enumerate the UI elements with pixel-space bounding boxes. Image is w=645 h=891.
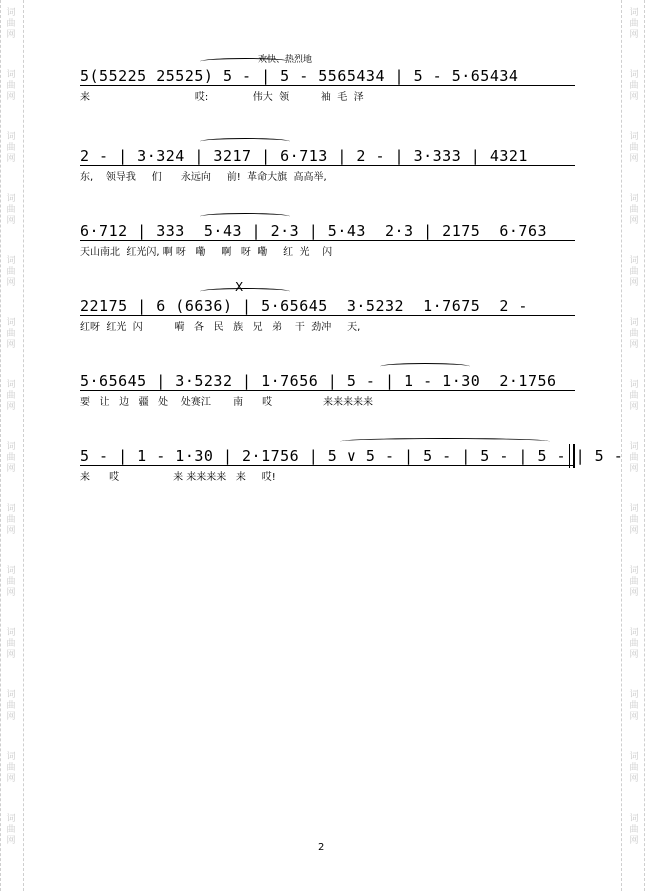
watermark-text: 词 曲 网 xyxy=(6,380,16,412)
slur-mark xyxy=(200,138,290,145)
watermark-text: 词 曲 网 xyxy=(6,814,16,846)
watermark-text: 词 曲 网 xyxy=(629,628,639,660)
watermark-text: 词 曲 网 xyxy=(629,256,639,288)
watermark-text: 词 曲 网 xyxy=(6,690,16,722)
watermark-text: 词 曲 网 xyxy=(629,442,639,474)
beam-line xyxy=(80,240,575,241)
note-line: 5 - | 1 - 1·30 | 2·1756 | 5 ∨ 5 - | 5 - | 5 - | 5 - | 5 - xyxy=(80,447,624,465)
note-line: 2 - | 3·324 | 3217 | 6·713 | 2 - | 3·333 | 4321 xyxy=(80,147,528,165)
note-line: 5·65645 | 3·5232 | 1·7656 | 5 - | 1 - 1·30 2·1756 xyxy=(80,372,557,390)
slur-mark xyxy=(380,363,470,370)
beam-line xyxy=(80,315,575,316)
watermark-text: 词 曲 网 xyxy=(6,318,16,350)
slur-mark xyxy=(340,438,550,445)
watermark-text: 词 曲 网 xyxy=(629,380,639,412)
watermark-text: 词 曲 网 xyxy=(629,504,639,536)
watermark-text: 词 曲 网 xyxy=(629,318,639,350)
lyric-line: 天山南北 红光闪, 啊 呀 嘞 啊 呀 嘞 红 光 闪 xyxy=(80,247,333,258)
slur-mark xyxy=(200,288,290,295)
tempo-marking: 欢快、热烈地 xyxy=(258,55,313,65)
note-line: 6·712 | 333 5·43 | 2·3 | 5·43 2·3 | 2175 6·763 xyxy=(80,222,548,240)
watermark-text: 词 曲 网 xyxy=(6,194,16,226)
note-line: 5(55225 25525) 5 - | 5 - 5565434 | 5 - 5·65434 xyxy=(80,67,519,85)
beam-line xyxy=(80,85,575,86)
watermark-text: 词 曲 网 xyxy=(6,8,16,40)
beam-line xyxy=(80,390,575,391)
watermark-text: 词 曲 网 xyxy=(6,504,16,536)
slur-mark xyxy=(200,213,290,220)
watermark-text: 词 曲 网 xyxy=(629,194,639,226)
watermark-text: 词 曲 网 xyxy=(6,628,16,660)
lyric-line: 红呀 红光 闪 嗬 各 民 族 兄 弟 干 劲冲 天, xyxy=(80,322,361,333)
watermark-text: 词 曲 网 xyxy=(6,752,16,784)
watermark-text: 词 曲 网 xyxy=(629,752,639,784)
watermark-text: 词 曲 网 xyxy=(629,690,639,722)
lyric-line: 来 哎 来 来来来来 来 哎! xyxy=(80,472,276,483)
watermark-text: 词 曲 网 xyxy=(6,132,16,164)
watermark-text: 词 曲 网 xyxy=(6,70,16,102)
note-line: 22175 | 6 (6636) | 5·65645 3·5232 1·7675 2 - xyxy=(80,297,528,315)
watermark-text: 词 曲 网 xyxy=(629,8,639,40)
lyric-line: 东, 领导我 们 永远向 前! 革命大旗 高高举, xyxy=(80,172,327,183)
beam-line xyxy=(80,165,575,166)
page-number: 2 xyxy=(318,842,325,853)
watermark-text: 词 曲 网 xyxy=(6,256,16,288)
lyric-line: 要 让 边 疆 处 处赛江 南 哎 来来来来来 xyxy=(80,397,374,408)
slur-mark xyxy=(200,58,290,65)
x-mark: X xyxy=(235,280,244,294)
watermark-text: 词 曲 网 xyxy=(6,442,16,474)
watermark-text: 词 曲 网 xyxy=(629,70,639,102)
watermark-text: 词 曲 网 xyxy=(629,814,639,846)
beam-line xyxy=(80,465,575,466)
watermark-text: 词 曲 网 xyxy=(629,566,639,598)
watermark-text: 词 曲 网 xyxy=(6,566,16,598)
lyric-line: 来 哎: 伟大 领 袖 毛 泽 xyxy=(80,92,364,103)
watermark-text: 词 曲 网 xyxy=(629,132,639,164)
final-barline xyxy=(569,444,575,468)
